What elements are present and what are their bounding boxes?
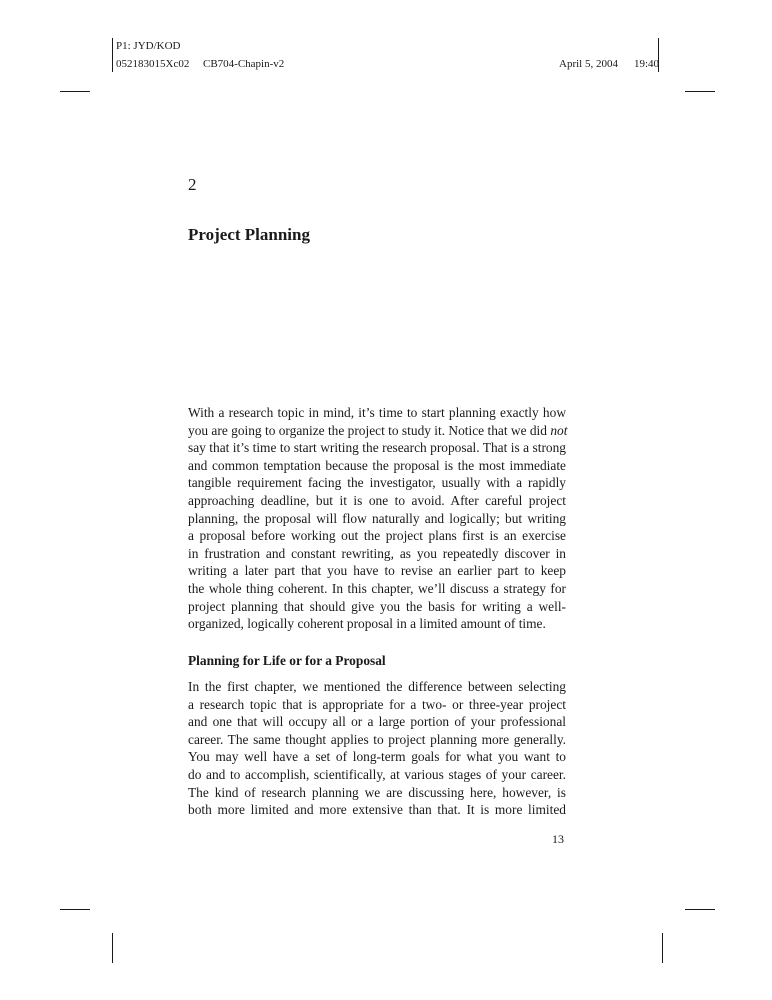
intro-line: say that it’s time to start writing the research proposal. That is a strong <box>188 440 566 456</box>
intro-line: planning, the proposal will flow naturally and logically; but writing <box>188 510 566 526</box>
crop-mark-bottom-right <box>685 909 715 910</box>
intro-line: writing a later part that you have to revise an earlier part to keep <box>188 563 566 579</box>
intro-line: tangible requirement facing the investigator, usually with a rapidly <box>188 475 566 491</box>
intro-line: and common temptation because the proposal is the most immediate <box>188 457 566 473</box>
section-line: a research topic that is appropriate for a two- or three-year project <box>188 696 566 712</box>
intro-line: With a research topic in mind, it’s time to start planning exactly how <box>188 405 566 420</box>
crop-mark-bottom-left-vertical <box>112 933 113 963</box>
crop-mark-bottom-right-vertical <box>662 933 663 963</box>
chapter-number: 2 <box>188 175 197 194</box>
intro-line: organized, logically coherent proposal in a limited amount of time. <box>188 616 546 632</box>
page-number: 13 <box>552 832 564 846</box>
section-line: In the first chapter, we mentioned the difference between selecting <box>188 679 566 694</box>
section-line: both more limited and more extensive than that. It is more limited <box>188 802 566 818</box>
intro-line-text: you are going to organize the project to study it. Notice that we did <box>188 422 547 438</box>
intro-line: approaching deadline, but it is one to avoid. After careful project <box>188 492 566 508</box>
intro-paragraph <box>188 404 566 633</box>
section-paragraph <box>188 678 566 819</box>
emphasis-not: not <box>550 422 568 438</box>
crop-mark-bottom-left <box>60 909 90 910</box>
intro-line: project planning that should give you the basis for writing a well- <box>188 598 566 614</box>
section-line: do and to accomplish, scientifically, at various stages of your career. <box>188 766 566 782</box>
header-rule-left <box>112 38 113 72</box>
section-line: The kind of research planning we are discussing here, however, is <box>188 784 566 800</box>
header-time: 19:40 <box>634 58 660 70</box>
crop-mark-top-left <box>60 91 90 92</box>
intro-line: in frustration and constant rewriting, as you repeatedly discover in <box>188 545 566 561</box>
header-isbn: 052183015Xc02 <box>116 58 190 70</box>
intro-line: a proposal before working out the project plans first is an exercise <box>188 528 566 544</box>
section-title: Planning for Life or for a Proposal <box>188 653 386 668</box>
header-job-code: CB704-Chapin-v2 <box>203 58 285 70</box>
header-proof-id: P1: JYD/KOD <box>116 40 181 52</box>
intro-line <box>188 422 566 440</box>
header-date: April 5, 2004 <box>559 58 618 70</box>
section-line: You may well have a set of long-term goals for what you want to <box>188 749 566 765</box>
section-line: and one that will occupy all or a large portion of your professional <box>188 714 566 730</box>
chapter-title: Project Planning <box>188 225 310 244</box>
intro-line: the whole thing coherent. In this chapter, we’ll discuss a strategy for <box>188 580 566 596</box>
section-line: career. The same thought applies to project planning more generally. <box>188 731 566 747</box>
crop-mark-top-right <box>685 91 715 92</box>
